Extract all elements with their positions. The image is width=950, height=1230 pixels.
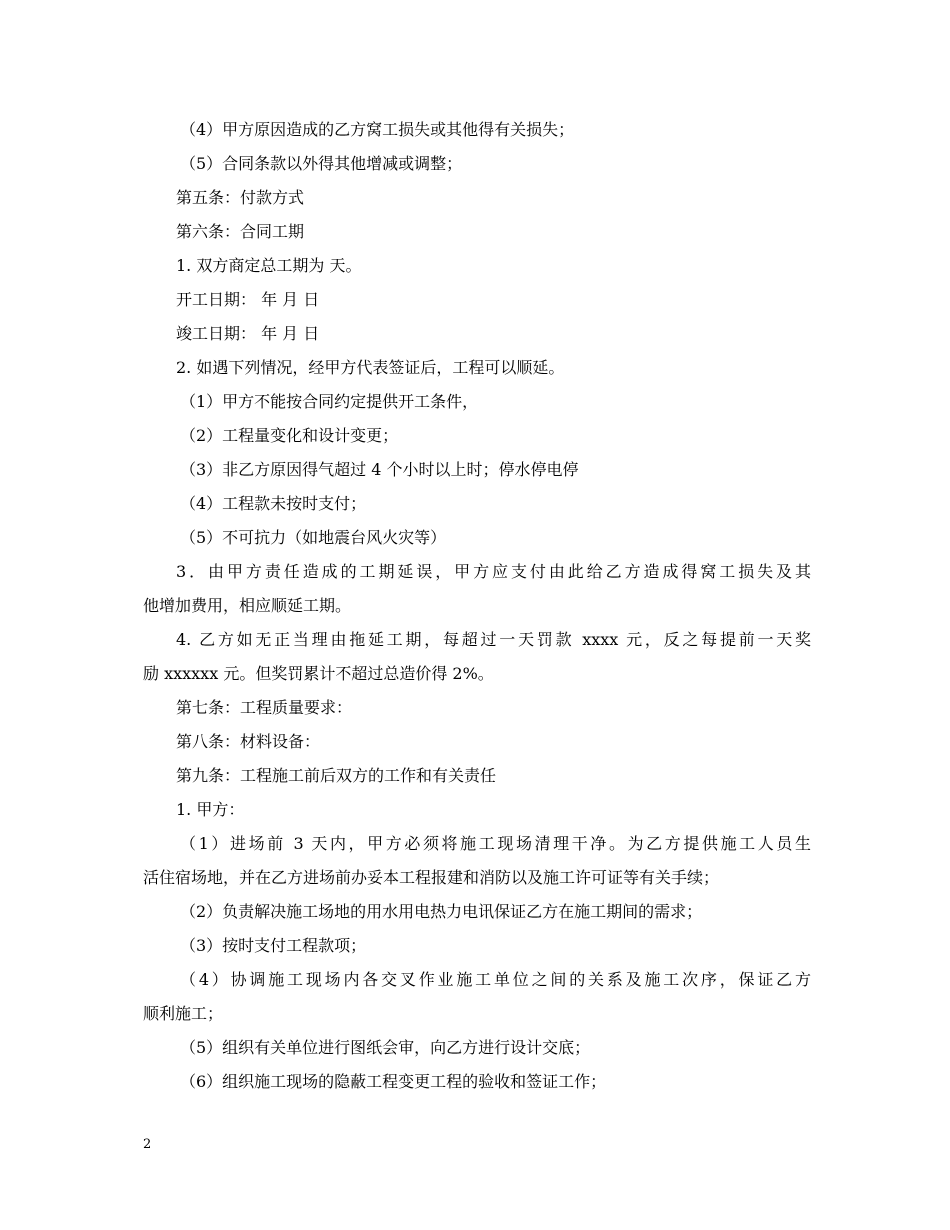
text-line-content: 第六条：合同工期 bbox=[176, 222, 305, 241]
text-line bbox=[143, 555, 811, 589]
text-line-content: 励 xxxxxx 元。但奖罚累计不超过总造价得 2%。 bbox=[143, 664, 494, 683]
text-line-content: 1. 双方商定总工期为 天。 bbox=[176, 256, 362, 275]
text-line-content: 顺利施工； bbox=[143, 1004, 224, 1023]
text-line-content: 第五条：付款方式 bbox=[176, 188, 305, 207]
text-line bbox=[143, 997, 811, 1031]
text-line bbox=[143, 487, 811, 521]
text-line bbox=[143, 419, 811, 453]
text-line-content: 第八条：材料设备： bbox=[176, 732, 321, 751]
text-line bbox=[143, 521, 811, 555]
text-line-content: （2）负责解决施工场地的用水用电热力电讯保证乙方在施工期间的需求； bbox=[180, 902, 703, 921]
text-line-content: （1）甲方不能按合同约定提供开工条件， bbox=[180, 392, 479, 411]
text-line bbox=[143, 589, 811, 623]
text-line-content: 1. 甲方： bbox=[176, 800, 245, 819]
text-line bbox=[143, 147, 811, 181]
text-line-content: 他增加费用，相应顺延工期。 bbox=[143, 596, 352, 615]
text-line bbox=[143, 351, 811, 385]
text-line-content: （5）合同条款以外得其他增减或调整； bbox=[180, 154, 463, 173]
text-line bbox=[143, 1031, 811, 1065]
text-line bbox=[143, 283, 811, 317]
text-line bbox=[143, 793, 811, 827]
text-line-content: （4）协调施工现场内各交叉作业施工单位之间的关系及施工次序，保证乙方 bbox=[180, 970, 811, 989]
text-line bbox=[143, 895, 811, 929]
text-line bbox=[143, 249, 811, 283]
text-line bbox=[143, 317, 811, 351]
text-line-content: （6）组织施工现场的隐蔽工程变更工程的验收和签证工作； bbox=[180, 1072, 607, 1091]
text-line bbox=[143, 759, 811, 793]
text-line-content: （5）不可抗力（如地震台风火灾等） bbox=[180, 528, 447, 547]
text-line bbox=[143, 929, 811, 963]
text-line bbox=[143, 963, 811, 997]
text-line bbox=[143, 453, 811, 487]
text-line bbox=[143, 657, 811, 691]
text-line-content: （4）甲方原因造成的乙方窝工损失或其他得有关损失； bbox=[180, 120, 575, 139]
text-line bbox=[143, 827, 811, 861]
text-line-content: 第七条：工程质量要求： bbox=[176, 698, 353, 717]
text-line bbox=[143, 861, 811, 895]
text-line-content: （2）工程量变化和设计变更； bbox=[180, 426, 399, 445]
text-line bbox=[143, 385, 811, 419]
text-line bbox=[143, 1065, 811, 1099]
text-line bbox=[143, 181, 811, 215]
text-line bbox=[143, 725, 811, 759]
text-line-content: （5）组织有关单位进行图纸会审，向乙方进行设计交底； bbox=[180, 1038, 591, 1057]
text-line-content: 3．由甲方责任造成的工期延误，甲方应支付由此给乙方造成得窝工损失及其 bbox=[176, 562, 811, 581]
document-body bbox=[143, 113, 811, 1099]
text-line-content: 竣工日期： 年 月 日 bbox=[176, 324, 320, 343]
text-line-content: （3）非乙方原因得气超过 4 个小时以上时；停水停电停 bbox=[180, 460, 579, 479]
text-line-content: 开工日期： 年 月 日 bbox=[176, 290, 320, 309]
text-line bbox=[143, 215, 811, 249]
text-line-content: 4. 乙方如无正当理由拖延工期，每超过一天罚款 xxxx 元，反之每提前一天奖 bbox=[176, 630, 811, 649]
text-line-content: （4）工程款未按时支付； bbox=[180, 494, 367, 513]
text-line-content: 第九条：工程施工前后双方的工作和有关责任 bbox=[176, 766, 497, 785]
text-line bbox=[143, 113, 811, 147]
text-line-content: 活住宿场地，并在乙方进场前办妥本工程报建和消防以及施工许可证等有关手续； bbox=[143, 868, 720, 887]
text-line bbox=[143, 623, 811, 657]
text-line-content: （3）按时支付工程款项； bbox=[180, 936, 367, 955]
text-line-content: 2. 如遇下列情况，经甲方代表签证后，工程可以顺延。 bbox=[176, 358, 565, 377]
page-number: 2 bbox=[143, 1137, 152, 1152]
text-line bbox=[143, 691, 811, 725]
text-line-content: （1）进场前 3 天内，甲方必须将施工现场清理干净。为乙方提供施工人员生 bbox=[180, 834, 811, 853]
